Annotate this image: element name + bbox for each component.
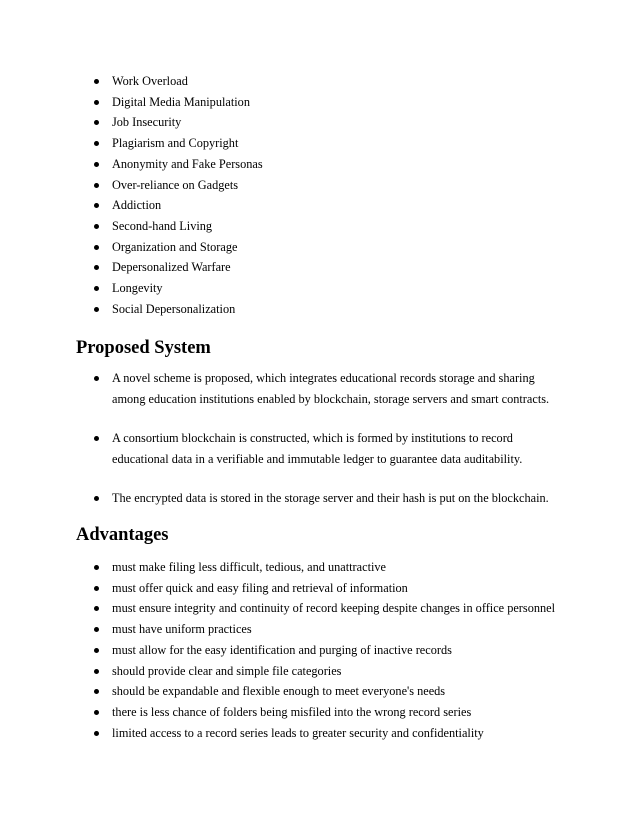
- bullet-icon: [94, 203, 99, 208]
- list-item: Work Overload: [94, 71, 614, 92]
- bullet-icon: [94, 245, 99, 250]
- bullet-icon: [94, 436, 99, 441]
- list-item: should be expandable and flexible enough to meet everyone's needs: [94, 681, 614, 702]
- list-item: The encrypted data is stored in the storage server and their hash is put on the blockchain.: [94, 488, 554, 509]
- advantages-heading: Advantages: [76, 525, 169, 545]
- topic-list: [94, 71, 614, 319]
- list-item: must offer quick and easy filing and retrieval of information: [94, 578, 614, 599]
- list-item: Anonymity and Fake Personas: [94, 154, 614, 175]
- bullet-icon: [94, 100, 99, 105]
- list-item: Second-hand Living: [94, 216, 614, 237]
- list-item: Plagiarism and Copyright: [94, 133, 614, 154]
- list-item: should provide clear and simple file categories: [94, 661, 614, 682]
- bullet-icon: [94, 731, 99, 736]
- list-item: Depersonalized Warfare: [94, 257, 614, 278]
- list-item: Social Depersonalization: [94, 299, 614, 320]
- list-item: A novel scheme is proposed, which integrates educational records storage and sharing among education institutions enabled by blockchain, storage servers and smart contracts.: [94, 368, 554, 410]
- bullet-icon: [94, 376, 99, 381]
- list-item: Organization and Storage: [94, 237, 614, 258]
- proposed-system-heading: Proposed System: [76, 338, 211, 358]
- list-item: limited access to a record series leads to greater security and confidentiality: [94, 723, 614, 744]
- bullet-icon: [94, 141, 99, 146]
- bullet-icon: [94, 286, 99, 291]
- bullet-icon: [94, 162, 99, 167]
- list-item: must make filing less difficult, tedious, and unattractive: [94, 557, 614, 578]
- list-item: Digital Media Manipulation: [94, 92, 614, 113]
- bullet-icon: [94, 79, 99, 84]
- list-item: there is less chance of folders being misfiled into the wrong record series: [94, 702, 614, 723]
- bullet-icon: [94, 627, 99, 632]
- bullet-icon: [94, 565, 99, 570]
- bullet-icon: [94, 120, 99, 125]
- bullet-icon: [94, 496, 99, 501]
- list-item: must ensure integrity and continuity of record keeping despite changes in office personnel: [94, 598, 614, 619]
- bullet-icon: [94, 648, 99, 653]
- bullet-icon: [94, 307, 99, 312]
- advantages-list: [94, 557, 614, 743]
- list-item: Over-reliance on Gadgets: [94, 175, 614, 196]
- bullet-icon: [94, 606, 99, 611]
- bullet-icon: [94, 669, 99, 674]
- bullet-icon: [94, 183, 99, 188]
- list-item: Longevity: [94, 278, 614, 299]
- proposed-system-list: [94, 368, 554, 527]
- bullet-icon: [94, 689, 99, 694]
- bullet-icon: [94, 265, 99, 270]
- bullet-icon: [94, 710, 99, 715]
- list-item: A consortium blockchain is constructed, which is formed by institutions to record educational data in a verifiable and immutable ledger to guarantee data auditability.: [94, 428, 554, 470]
- list-item: Addiction: [94, 195, 614, 216]
- list-item: must allow for the easy identification and purging of inactive records: [94, 640, 614, 661]
- list-item: must have uniform practices: [94, 619, 614, 640]
- bullet-icon: [94, 224, 99, 229]
- bullet-icon: [94, 586, 99, 591]
- list-item: Job Insecurity: [94, 112, 614, 133]
